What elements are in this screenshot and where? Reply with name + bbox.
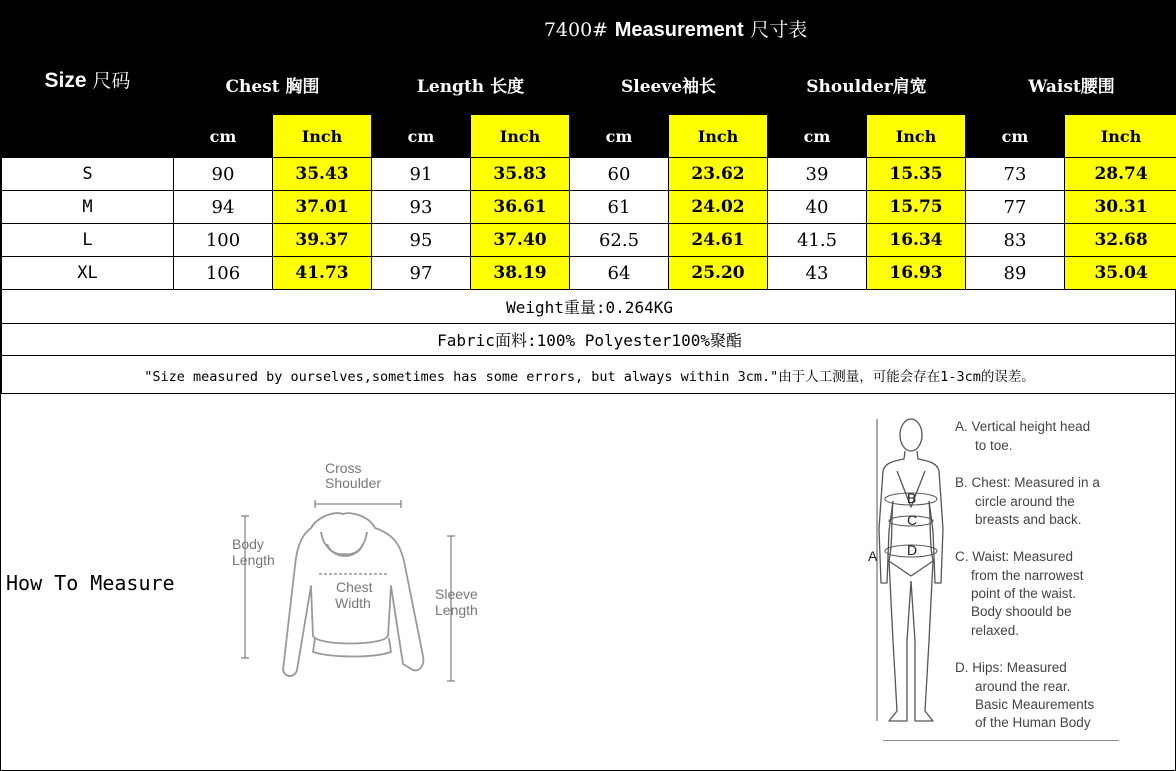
cross-shoulder-label-2: Shoulder: [325, 475, 382, 491]
sweater-diagram: [223, 456, 493, 696]
svg-text:circle around the: circle around the: [975, 494, 1075, 509]
inch-value-cell: 16.34: [867, 224, 966, 257]
inch-value-cell: 37.40: [471, 224, 570, 257]
inch-value-cell: 15.35: [867, 158, 966, 191]
letter-a: A: [868, 548, 878, 564]
svg-text:relaxed.: relaxed.: [971, 623, 1020, 638]
inch-value-cell: 41.73: [273, 257, 372, 290]
svg-text:breasts and back.: breasts and back.: [975, 512, 1082, 527]
weight-info: Weight重量:0.264KG: [2, 290, 1176, 324]
how-to-measure-label: How To Measure: [6, 571, 175, 595]
body-length-label-1: Body: [232, 536, 264, 552]
inch-value-cell: 23.62: [669, 158, 768, 191]
body-length-label-2: Length: [232, 552, 275, 568]
cm-value-cell: 62.5: [570, 224, 669, 257]
inch-value-cell: 35.43: [273, 158, 372, 191]
svg-text:of the Human Body: of the Human Body: [975, 715, 1091, 730]
svg-text:from the narrowest: from the narrowest: [971, 568, 1084, 583]
size-label: Size: [44, 69, 87, 92]
cm-value-cell: 100: [174, 224, 273, 257]
size-cell: M: [2, 191, 174, 224]
unit-inch-header: Inch: [669, 115, 768, 158]
unit-inch-header: Inch: [273, 115, 372, 158]
cm-value-cell: 43: [768, 257, 867, 290]
note-d: [955, 660, 1095, 730]
note-c: [955, 549, 1084, 638]
cm-value-cell: 106: [174, 257, 273, 290]
unit-inch-header: Inch: [867, 115, 966, 158]
column-group-row: [2, 55, 1176, 115]
chest-width-label-2: Width: [335, 595, 371, 611]
svg-text:to toe.: to toe.: [975, 438, 1013, 453]
svg-text:C. Waist: Measured: C. Waist: Measured: [955, 549, 1074, 564]
cm-value-cell: 39: [768, 158, 867, 191]
column-header: Chest 胸围: [174, 55, 372, 115]
letter-b: B: [907, 490, 917, 506]
inch-value-cell: 28.74: [1065, 158, 1176, 191]
inch-value-cell: 37.01: [273, 191, 372, 224]
cm-value-cell: 60: [570, 158, 669, 191]
chest-width-label-1: Chest: [336, 579, 373, 595]
title-cn: 尺寸表: [750, 18, 808, 41]
inch-value-cell: 16.93: [867, 257, 966, 290]
inch-value-cell: 36.61: [471, 191, 570, 224]
cm-value-cell: 93: [372, 191, 471, 224]
measurement-note: "Size measured by ourselves,sometimes has some errors, but always within 3cm."由于人工测量，可能会存在1-3cm的误差。: [2, 356, 1176, 394]
inch-value-cell: 32.68: [1065, 224, 1176, 257]
sleeve-length-label-2: Length: [435, 602, 478, 618]
svg-text:B. Chest: Measured in a: B. Chest: Measured in a: [955, 475, 1100, 490]
inch-value-cell: 24.61: [669, 224, 768, 257]
svg-text:Basic Meaurements: Basic Meaurements: [975, 697, 1095, 712]
size-table: [1, 1, 1176, 394]
size-cell: L: [2, 224, 174, 257]
size-cell: S: [2, 158, 174, 191]
cm-value-cell: 94: [174, 191, 273, 224]
column-header: Waist腰围: [966, 55, 1176, 115]
letter-d: D: [907, 542, 918, 558]
inch-value-cell: 39.37: [273, 224, 372, 257]
title-code: 7400#: [543, 18, 609, 41]
size-cell: XL: [2, 257, 174, 290]
cm-value-cell: 89: [966, 257, 1065, 290]
table-body: [2, 158, 1176, 290]
column-header: Length 长度: [372, 55, 570, 115]
inch-value-cell: 30.31: [1065, 191, 1176, 224]
unit-cm-header: cm: [966, 115, 1065, 158]
cm-value-cell: 73: [966, 158, 1065, 191]
inch-value-cell: 38.19: [471, 257, 570, 290]
svg-text:A. Vertical height head: A. Vertical height head: [955, 419, 1091, 434]
note-b: [955, 475, 1100, 527]
note-a: [955, 419, 1090, 453]
column-header: Shoulder肩宽: [768, 55, 966, 115]
svg-text:Body shoould be: Body shoould be: [971, 604, 1072, 619]
unit-inch-header: Inch: [1065, 115, 1176, 158]
cm-value-cell: 97: [372, 257, 471, 290]
cm-value-cell: 64: [570, 257, 669, 290]
table-row: [2, 158, 1176, 191]
cm-value-cell: 83: [966, 224, 1065, 257]
column-header: Sleeve袖长: [570, 55, 768, 115]
cross-shoulder-label-1: Cross: [325, 460, 362, 476]
size-label-cn: 尺码: [92, 70, 131, 92]
cm-value-cell: 41.5: [768, 224, 867, 257]
unit-cm-header: cm: [570, 115, 669, 158]
inch-value-cell: 25.20: [669, 257, 768, 290]
cm-value-cell: 91: [372, 158, 471, 191]
unit-row: [2, 115, 1176, 158]
svg-text:point of the waist.: point of the waist.: [971, 586, 1077, 601]
unit-cm-header: cm: [768, 115, 867, 158]
fabric-info: Fabric面料:100% Polyester100%聚酯: [2, 324, 1176, 356]
body-measure-diagram: [851, 411, 1121, 741]
sleeve-length-label-1: Sleeve: [435, 586, 478, 602]
title-main: Measurement: [614, 18, 744, 41]
inch-value-cell: 35.83: [471, 158, 570, 191]
inch-value-cell: 15.75: [867, 191, 966, 224]
unit-cm-header: cm: [372, 115, 471, 158]
cm-value-cell: 61: [570, 191, 669, 224]
inch-value-cell: 24.02: [669, 191, 768, 224]
table-title: [174, 2, 1176, 55]
inch-value-cell: 35.04: [1065, 257, 1176, 290]
svg-text:around the rear.: around the rear.: [975, 679, 1071, 694]
table-row: [2, 224, 1176, 257]
cm-value-cell: 95: [372, 224, 471, 257]
table-row: [2, 191, 1176, 224]
table-row: [2, 257, 1176, 290]
unit-cm-header: cm: [174, 115, 273, 158]
cm-value-cell: 40: [768, 191, 867, 224]
letter-c: C: [907, 512, 918, 528]
cm-value-cell: 90: [174, 158, 273, 191]
size-header-cell: [2, 2, 174, 158]
cm-value-cell: 77: [966, 191, 1065, 224]
unit-inch-header: Inch: [471, 115, 570, 158]
svg-text:D. Hips: Measured: D. Hips: Measured: [955, 660, 1067, 675]
